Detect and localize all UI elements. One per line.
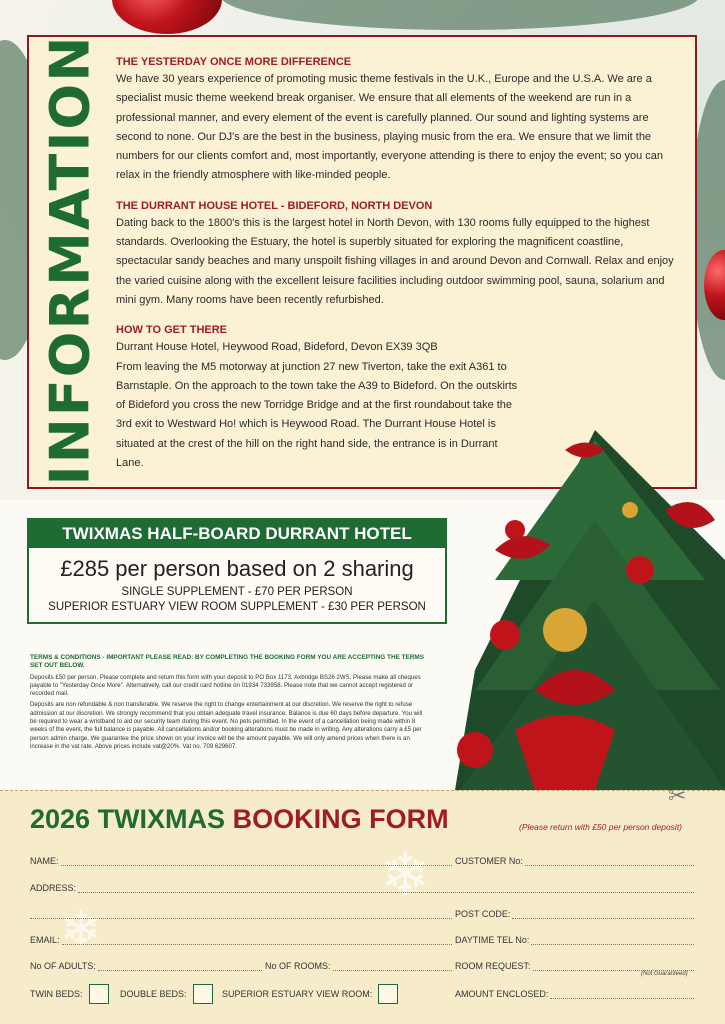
room-request-field[interactable]: [455, 961, 694, 971]
address-line-2-field[interactable]: [30, 909, 452, 919]
price-main: £285 per person based on 2 sharing: [60, 556, 414, 581]
address-field[interactable]: [30, 883, 694, 893]
section-difference: [116, 54, 682, 186]
daytime-tel-label: DAYTIME TEL No:: [455, 935, 530, 945]
cut-line: [0, 790, 725, 791]
booking-form-title: [30, 804, 449, 835]
superior-room-label: SUPERIOR ESTUARY VIEW ROOM:: [222, 989, 373, 999]
information-vertical-title: INFORMATION: [38, 34, 102, 486]
form-row-name: [30, 856, 694, 868]
snowflake-icon: ❄: [60, 900, 102, 958]
amount-enclosed-field[interactable]: [455, 989, 694, 999]
section-title: THE YESTERDAY ONCE MORE DIFFERENCE: [116, 56, 352, 68]
address-label: ADDRESS:: [30, 883, 77, 893]
terms-title: TERMS & CONDITIONS - IMPORTANT PLEASE READ: BY COMPLETING THE BOOKING FORM YOU ARE ACCEPTING THE TERMS SET OUT BELOW.: [30, 654, 424, 670]
terms-paragraph: Deposits are non refundable & non transferable. We reserve the right to change entertainment at our discretion. We reserve the right to refuse admission at our discretion. We strongly recommend that you obtain adequate travel insurance. Balance is due 60 days before departure. You will be required to wear a wristband to aid our security team during this event. No pets permitted. In the event of a cancellation being made within 8 weeks of the event, the full balance is payable. All cancellations and/or booking alterations must be made in writing. Any alterations carry a £5 per person admin charge. We guarantee the price shown on your invoice will be the amount payable. We will only amend prices when there is an increase in the vat rate. Above prices include vat@20%. Vat no. 709 629607.: [30, 701, 423, 750]
adults-label: No OF ADULTS:: [30, 961, 96, 971]
scissors-icon: ✂: [668, 784, 687, 809]
information-content: [116, 54, 682, 485]
section-title: THE DURRANT HOUSE HOTEL - BIDEFORD, NORTH DEVON: [116, 199, 433, 212]
not-guaranteed-note: (Not Guaranteed): [641, 971, 688, 977]
twin-beds-option: [30, 983, 109, 1005]
rooms-field[interactable]: [265, 961, 452, 971]
section-body: Dating back to the 1800's this is the largest hotel in North Devon, with 130 rooms fully equipped to the highest standards. Overlooking the Estuary, the hotel is superbly situated for exploring the magnificent coastline, spectacular sandy beaches and many unspoilt fishing villages in and around Devon and Cornwall. Relax and enjoy the varied cuisine along with the excellent leisure facilities including outdoor swimming pool, sauna, solarium and mini gym. Many rooms have been recently refurbished.: [116, 216, 674, 306]
twin-beds-label: TWIN BEDS:: [30, 989, 83, 999]
form-row-beds: [30, 983, 694, 1005]
section-body: We have 30 years experience of promoting music theme festivals in the U.K., Europe and the U.S.A. We are a specialist music theme weekend break organiser. We ensure that all elements of the weekend are run in a professional manner, and every element of the event is carefully planned. Our sound and lighting systems are second to none. Our DJ's are the best in the business, playing music from the era. We ensure that we limit the numbers for our clients comfort and, most importantly, everyone attending is there to enjoy the event; so you can relax in the friendly atmosphere with like-minded people.: [116, 73, 664, 182]
section-title: HOW TO GET THERE: [116, 324, 228, 337]
superior-room-checkbox[interactable]: [378, 984, 398, 1004]
room-request-label: ROOM REQUEST:: [455, 961, 531, 971]
email-field[interactable]: [30, 935, 452, 945]
terms-and-conditions: [30, 654, 430, 754]
superior-supplement: SUPERIOR ESTUARY VIEW ROOM SUPPLEMENT - £30 PER PERSON: [48, 601, 426, 613]
customer-no-field[interactable]: [455, 856, 694, 866]
rooms-label: No OF ROOMS:: [265, 961, 331, 971]
amount-enclosed-label: AMOUNT ENCLOSED:: [455, 989, 549, 999]
double-beds-label: DOUBLE BEDS:: [120, 989, 187, 999]
christmas-tree-image: [455, 430, 725, 790]
deposit-note: (Please return with £50 per person deposit): [519, 822, 683, 832]
post-code-label: POST CODE:: [455, 909, 511, 919]
terms-paragraph: Deposits £50 per person. Please complete and return this form with your deposit to PO Box 1173, Axbridge BS26 2WS. Please make all cheques payable to "Yesterday Once More". Alternatively, call our credit card hotline on 01934 733958. Please note that we cannot accept registered or recorded mail.: [30, 673, 421, 698]
price-header: TWIXMAS HALF-BOARD DURRANT HOTEL: [29, 520, 445, 548]
post-code-field[interactable]: [455, 909, 694, 919]
form-row-adults: [30, 961, 694, 973]
email-label: EMAIL:: [30, 935, 60, 945]
single-supplement: SINGLE SUPPLEMENT - £70 PER PERSON: [121, 586, 353, 598]
hotel-address: Durrant House Hotel, Heywood Road, Bideford, Devon EX39 3QB: [116, 341, 438, 354]
section-body: From leaving the M5 motorway at junction 27 new Tiverton, take the exit A361 to Barnstaple. On the approach to the town take the A39 to Bideford. On the outskirts of Bideford you cross the new Torridge Bridge and at the first roundabout take the 3rd exit to Westward Ho! which is Heywood Road. The Durrant House Hotel is situated at the crest of the hill on the right hand side, the entrance is in Durrant Lane.: [116, 360, 518, 470]
form-title-year: 2026 TWIXMAS: [30, 804, 226, 834]
double-beds-checkbox[interactable]: [193, 984, 213, 1004]
section-hotel: [116, 198, 682, 310]
name-field[interactable]: [30, 856, 452, 866]
customer-no-label: CUSTOMER No:: [455, 856, 523, 866]
double-beds-option: [120, 983, 213, 1005]
superior-room-option: [222, 983, 398, 1005]
adults-field[interactable]: [30, 961, 262, 971]
twin-beds-checkbox[interactable]: [89, 984, 109, 1004]
daytime-tel-field[interactable]: [455, 935, 694, 945]
name-label: NAME:: [30, 856, 59, 866]
form-row-email: [30, 935, 694, 947]
form-row-address: [30, 883, 694, 895]
price-panel: [27, 518, 447, 624]
form-row-postcode: [30, 909, 694, 921]
form-title-booking: BOOKING FORM: [232, 804, 449, 834]
snowflake-icon: ❄: [380, 840, 431, 910]
